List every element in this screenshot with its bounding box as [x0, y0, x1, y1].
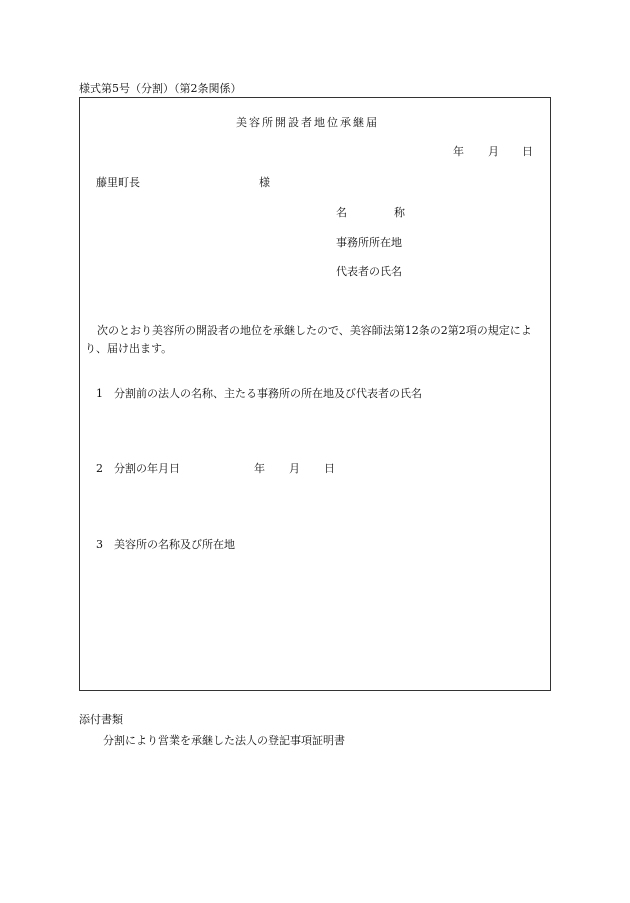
item-1-label: 分割前の法人の名称、主たる事務所の所在地及び代表者の氏名 — [114, 387, 422, 400]
addressee-name: 藤里町長 — [96, 176, 140, 189]
item-1-number: 1 — [96, 387, 103, 400]
item-2-day-label: 日 — [324, 462, 335, 475]
item-2-label: 分割の年月日 — [114, 462, 180, 475]
applicant-rep-label: 代表者の氏名 — [336, 265, 402, 278]
applicant-office-label: 事務所所在地 — [336, 236, 402, 249]
attachment-content: 分割により営業を承継した法人の登記事項証明書 — [103, 734, 345, 747]
item-2-month-label: 月 — [289, 462, 300, 475]
addressee-honorific: 様 — [259, 176, 270, 189]
item-3-number: 3 — [96, 538, 103, 551]
item-3-label: 美容所の名称及び所在地 — [114, 538, 235, 551]
date-day-label: 日 — [522, 145, 533, 158]
form-title: 美容所開設者地位承継届 — [236, 116, 379, 129]
date-year-label: 年 — [453, 145, 464, 158]
item-2-number: 2 — [96, 462, 103, 475]
attachment-heading: 添付書類 — [79, 713, 123, 726]
date-month-label: 月 — [488, 145, 499, 158]
applicant-name-label-1: 名 — [336, 206, 347, 219]
applicant-name-label-2: 称 — [394, 206, 405, 219]
form-number-label: 様式第5号（分割）（第2条関係） — [79, 82, 242, 95]
body-paragraph: 次のとおり美容所の開設者の地位を承継したので、美容師法第12条の2第2項の規定により、届け出ます。 — [85, 324, 532, 355]
item-2-year-label: 年 — [254, 462, 265, 475]
